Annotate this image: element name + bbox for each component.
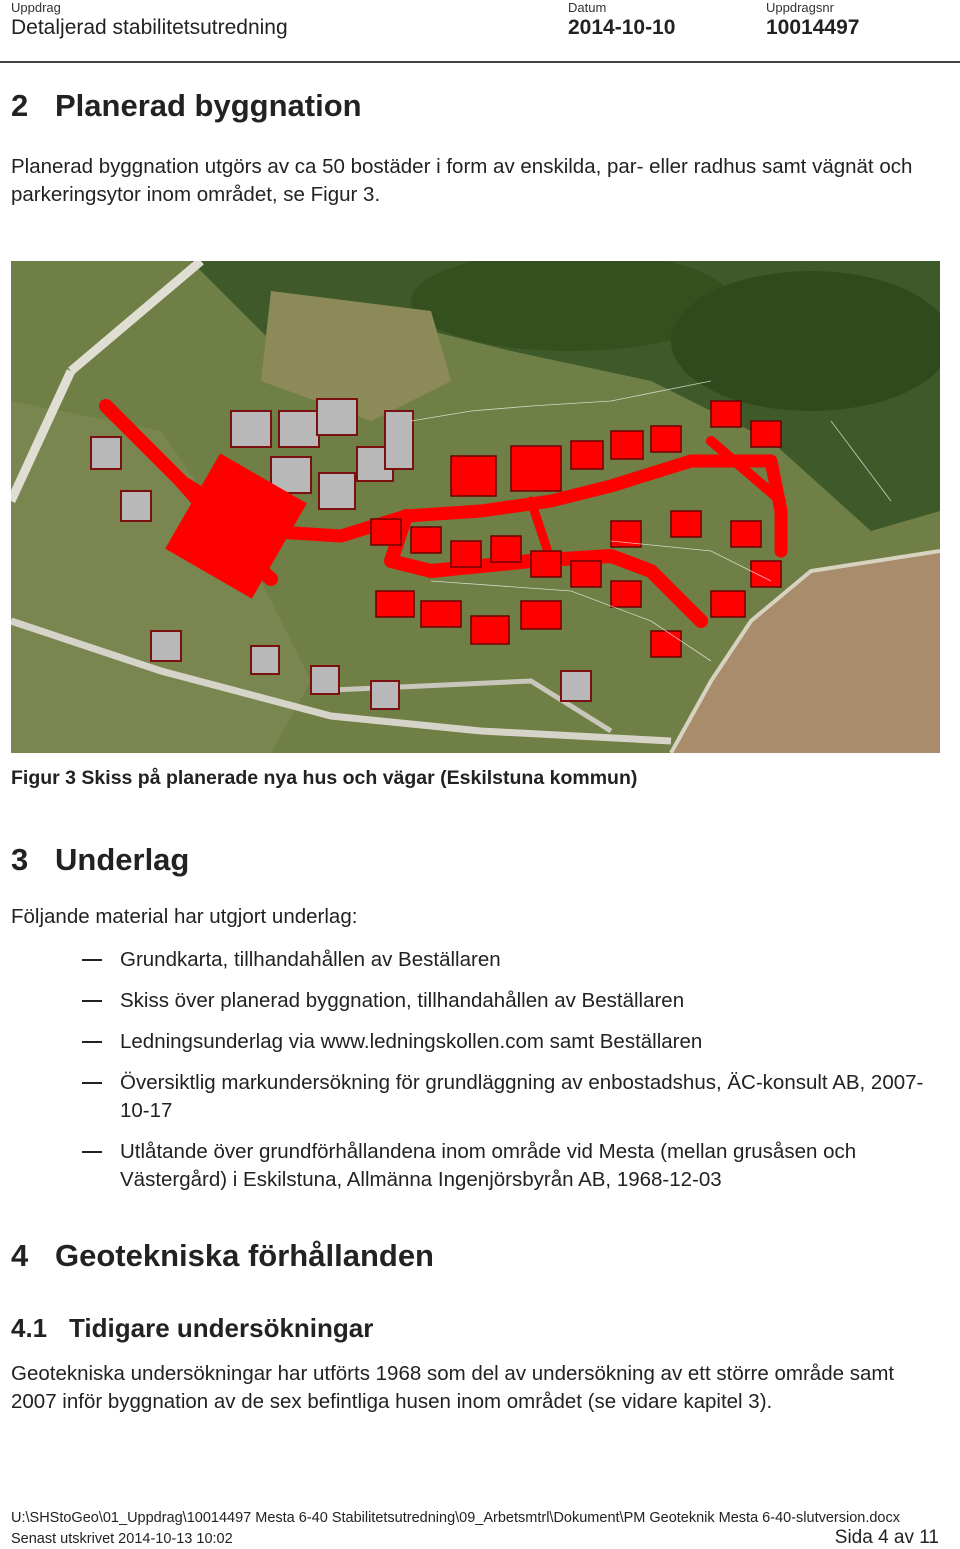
list-item — [0, 1028, 960, 1056]
list-item — [0, 1069, 960, 1125]
list-item-text: Grundkarta, tillhandahållen av Beställaren — [120, 948, 501, 971]
header-datum-value: 2014-10-10 — [568, 16, 676, 39]
header-datum-label: Datum — [568, 0, 607, 15]
list-item-text: Utlåtande över grundförhållandena inom område vid Mesta (mellan grusåsen och Västergård) i Eskilstuna, Allmänna Ingenjörsbyrån AB, 1968-12-03 — [120, 1140, 857, 1191]
section-3-number: 3 — [11, 842, 29, 877]
dash-bullet — [82, 1041, 102, 1043]
header-uppdragsnr-value: 10014497 — [766, 16, 860, 39]
list-item-text: Skiss över planerad byggnation, tillhandahållen av Beställaren — [120, 989, 685, 1012]
section-2-heading — [11, 88, 362, 124]
header-uppdrag-label: Uppdrag — [11, 0, 61, 15]
dash-bullet — [82, 1151, 102, 1153]
footer-page-number: Sida 4 av 11 — [834, 1527, 939, 1548]
site-plan-aerial-map — [11, 261, 940, 753]
figure-caption: Figur 3 Skiss på planerade nya hus och vägar (Eskilstuna kommun) — [11, 767, 638, 789]
list-item-text: Ledningsunderlag via www.ledningskollen.com samt Beställaren — [120, 1030, 703, 1053]
dash-bullet — [82, 1082, 102, 1084]
section-4-1-heading — [11, 1313, 373, 1344]
header-uppdrag-value: Detaljerad stabilitetsutredning — [11, 16, 288, 39]
footer-printed-date: Senast utskrivet 2014-10-13 10:02 — [11, 1531, 233, 1547]
section-4-1-paragraph: Geotekniska undersökningar har utförts 1968 som del av undersökning av ett större område samt 2007 inför byggnation av de sex befintliga husen inom området (se vidare kapitel 3). — [11, 1362, 895, 1413]
list-item — [0, 987, 960, 1015]
dash-bullet — [82, 1000, 102, 1002]
list-item — [0, 946, 960, 974]
dash-bullet — [82, 959, 102, 961]
reference-list — [0, 946, 960, 1207]
header-rule — [0, 61, 960, 63]
section-4-number: 4 — [11, 1238, 29, 1273]
section-4-1-number: 4.1 — [11, 1313, 48, 1343]
list-item — [0, 1138, 960, 1194]
section-2-title: Planerad byggnation — [55, 88, 362, 123]
section-3-heading — [11, 842, 189, 878]
section-2-number: 2 — [11, 88, 29, 123]
section-2-paragraph: Planerad byggnation utgörs av ca 50 bostäder i form av enskilda, par- eller radhus samt vägnät och parkeringsytor inom området, se Figur 3. — [11, 155, 913, 206]
section-4-title: Geotekniska förhållanden — [55, 1238, 434, 1273]
header-uppdragsnr-label: Uppdragsnr — [766, 0, 834, 15]
footer-file-path: U:\SHStoGeo\01_Uppdrag\10014497 Mesta 6-40 Stabilitetsutredning\09_Arbetsmtrl\Dokument\PM Geoteknik Mesta 6-40-slutversion.docx — [11, 1510, 900, 1526]
section-3-intro: Följande material har utgjort underlag: — [11, 905, 358, 928]
section-4-1-title: Tidigare undersökningar — [69, 1313, 374, 1343]
section-3-title: Underlag — [55, 842, 190, 877]
list-item-text: Översiktlig markundersökning för grundläggning av enbostadshus, ÄC-konsult AB, 2007-10-17 — [120, 1071, 924, 1122]
section-4-heading — [11, 1238, 434, 1274]
